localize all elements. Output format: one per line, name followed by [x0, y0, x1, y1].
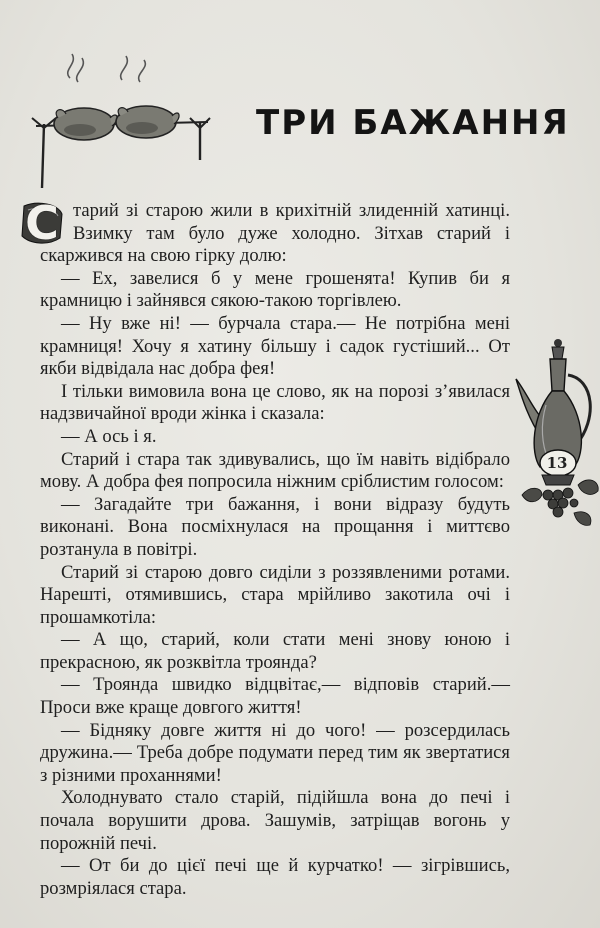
story-text — [25, 196, 510, 900]
paragraph: — Ех, завелися б у мене грошенята! Купив би я крамницю і зайнявся сякою-такою торгівлею. — [40, 267, 510, 312]
paragraph: — Бідняку довге життя ні до чого! — розсердилась дружина.— Треба добре подумати перед тим як звертатися з різними проханнями! — [40, 719, 510, 786]
paragraph: — От би до цієї печі ще й курчатко! — зігрівшись, розмріялася стара. — [40, 855, 510, 899]
paragraph: Старий і стара так здивувались, що їм навіть відібрало мову. А добра фея попросила ніжним сріблистим голосом: — [40, 448, 510, 493]
story-title: ТРИ БАЖАННЯ — [256, 103, 570, 143]
page-number: 13 — [546, 454, 568, 472]
paragraph: — А ось і я. — [61, 425, 157, 447]
paragraph: — А що, старий, коли стати мені знову юною і прекрасною, як розквітла троянда? — [40, 629, 510, 673]
paragraph: Старий зі старою довго сиділи з роззявленими ротами. Нарешті, отямившись, стара мрійливо закотила очі і прошамкотіла: — [40, 561, 510, 628]
jug-with-grapes-illustration — [512, 335, 600, 535]
paragraph: — Ну вже ні! — бурчала стара.— Не потрібна мені крамниця! Хочу я хатину більшу і садок густіший... От якби відвідала нас добра фея! — [40, 312, 510, 380]
paragraph: — Загадайте три бажання, і вони відразу будуть виконані. Вона посміхнулася на прощання і миттєво розтанула в повітрі. — [40, 493, 510, 560]
roast-chickens-on-spit-illustration — [22, 48, 222, 198]
paragraph: Холоднувато стало старій, підійшла вона до печі і почала ворушити дрова. Зашумів, затріщав вогонь у порожній печі. — [40, 787, 510, 854]
drop-cap: С — [18, 202, 65, 244]
paragraph: І тільки вимовила вона це слово, як на порозі з’явилася надзвичайної вроди жінка і сказала: — [40, 380, 510, 425]
paragraph: С тарий зі старою жили в крихітній злиденній хатинці. Взимку там було дуже холодно. Зітхав старий і скаржився на свою гірку долю: — [40, 200, 510, 268]
paragraph: — Троянда швидко відцвітає,— відповів старий.— Проси вже краще довгого життя! — [40, 674, 510, 719]
